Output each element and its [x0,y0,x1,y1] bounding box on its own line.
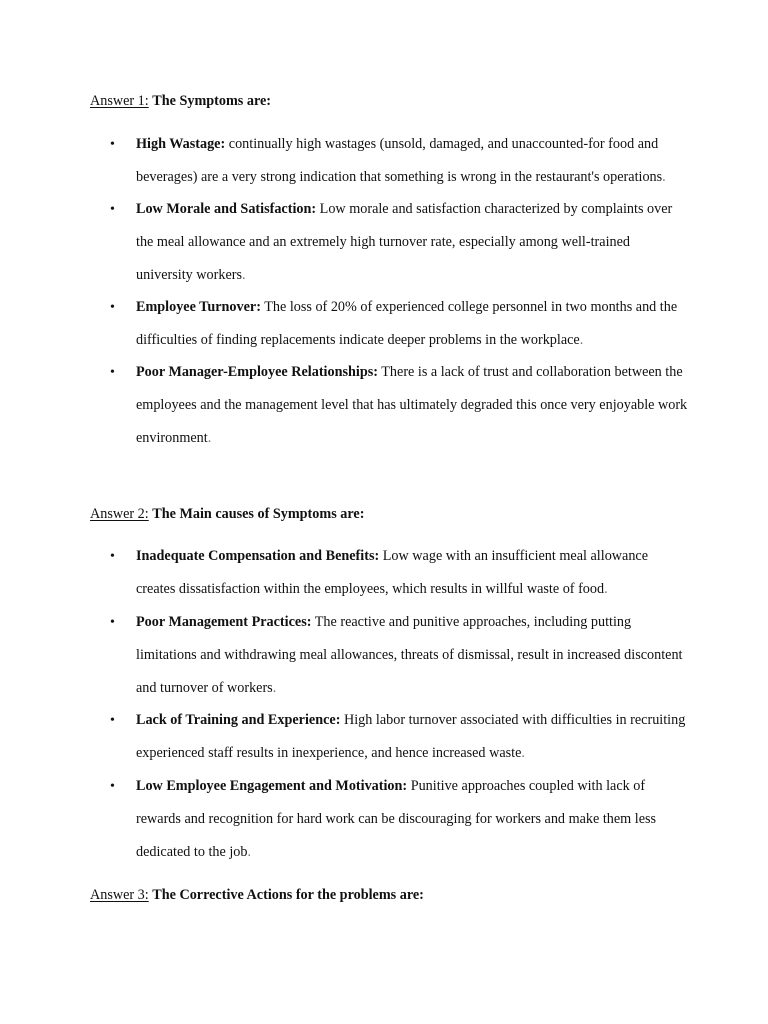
bullet-text: High labor turnover associated with difficulties in recruiting experienced staff results in inexperience, and hence increased waste [136,712,686,761]
bullet-label: High Wastage: [136,136,226,152]
bullet-icon: • [110,365,115,380]
answer-2-label: Answer 2: [90,506,149,522]
answer-3-label: Answer 3: [90,887,149,903]
list-item: • Poor Management Practices: The reactive and punitive approaches, including putting limitations and withdrawing meal allowances, threats of dismissal, result in increased discontent and turnover of workers. [110,606,690,705]
bullet-text: Punitive approaches coupled with lack of rewards and recognition for hard work can be discouraging for workers and make them less dedicated to the job [136,778,657,860]
bullet-icon: • [110,615,115,630]
answer-2-heading [90,504,364,524]
answer-1-heading [90,91,271,111]
list-item: • Employee Turnover: The loss of 20% of experienced college personnel in two months and the difficulties of finding replacements indicate deeper problems in the workplace. [110,291,690,357]
bullet-label: Employee Turnover: [136,299,261,315]
bullet-icon: • [110,137,115,152]
list-item: • Lack of Training and Experience: High labor turnover associated with difficulties in recruiting experienced staff results in inexperience, and hence increased waste. [110,704,690,770]
list-item: • Low Morale and Satisfaction: Low morale and satisfaction characterized by complaints over the meal allowance and an extremely high turnover rate, especially among well-trained university workers. [110,193,690,292]
list-item: • Poor Manager-Employee Relationships: There is a lack of trust and collaboration between the employees and the management level that has ultimately degraded this once very enjoyable work environment. [110,356,690,455]
list-item: • High Wastage: continually high wastages (unsold, damaged, and unaccounted-for food and beverages) are a very strong indication that something is wrong in the restaurant's operations. [110,128,690,194]
bullet-text: There is a lack of trust and collaboration between the employees and the management level that has ultimately degraded this once very enjoyable work environment [136,364,688,446]
answer-1-title: The Symptoms are: [152,93,272,109]
bullet-label: Low Morale and Satisfaction: [136,201,317,217]
bullet-text: continually high wastages (unsold, damaged, and unaccounted-for food and beverages) are a very strong indication that something is wrong in the restaurant's operations [136,136,663,185]
answer-3-title: The Corrective Actions for the problems are: [152,887,424,903]
bullet-icon: • [110,779,115,794]
bullet-text: Low morale and satisfaction characterized by complaints over the meal allowance and an extremely high turnover rate, especially among well-trained university workers [136,201,673,283]
bullet-label: Poor Management Practices: [136,614,312,630]
list-item: • Low Employee Engagement and Motivation: Punitive approaches coupled with lack of rewards and recognition for hard work can be discouraging for workers and make them less dedicated to the job. [110,770,690,869]
bullet-label: Low Employee Engagement and Motivation: [136,778,408,794]
bullet-label: Poor Manager-Employee Relationships: [136,364,378,380]
bullet-icon: • [110,202,115,217]
answer-1-label: Answer 1: [90,93,149,109]
bullet-label: Lack of Training and Experience: [136,712,341,728]
answer-2-title: The Main causes of Symptoms are: [152,506,365,522]
bullet-text: The loss of 20% of experienced college personnel in two months and the difficulties of finding replacements indicate deeper problems in the workplace [136,299,678,348]
bullet-icon: • [110,549,115,564]
bullet-text: The reactive and punitive approaches, including putting limitations and withdrawing meal allowances, threats of dismissal, result in increased discontent and turnover of workers [136,614,683,696]
bullet-text: Low wage with an insufficient meal allowance creates dissatisfaction within the employees, which results in willful waste of food [136,548,649,597]
answer-3-heading [90,885,424,905]
list-item: • Inadequate Compensation and Benefits: Low wage with an insufficient meal allowance creates dissatisfaction within the employees, which results in willful waste of food. [110,540,690,606]
bullet-icon: • [110,300,115,315]
bullet-label: Inadequate Compensation and Benefits: [136,548,380,564]
bullet-icon: • [110,713,115,728]
